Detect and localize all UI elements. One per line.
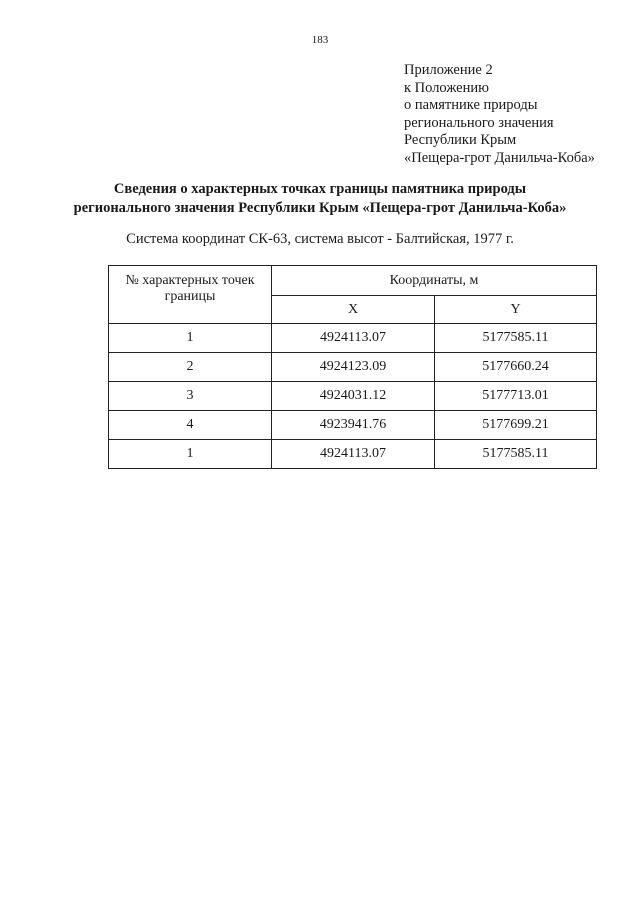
coord-y: 5177699.21 [435, 411, 597, 440]
table-row [109, 411, 597, 440]
point-number: 2 [109, 353, 272, 382]
point-number: 1 [109, 440, 272, 469]
appendix-reference [404, 62, 595, 168]
header-coordinates: Координаты, м [272, 266, 597, 296]
table-row [109, 382, 597, 411]
coord-y: 5177585.11 [435, 324, 597, 353]
appendix-line: Республики Крым [404, 132, 517, 149]
point-number: 3 [109, 382, 272, 411]
appendix-line: «Пещера-грот Данильча-Коба» [404, 149, 595, 166]
title-line: Сведения о характерных точках границы памятника природы [113, 181, 527, 197]
coord-x: 4924031.12 [272, 382, 435, 411]
table-header-row [109, 266, 597, 296]
document-title [0, 180, 640, 217]
coord-y: 5177585.11 [435, 440, 597, 469]
table-row [109, 324, 597, 353]
appendix-line: к Положению [404, 79, 489, 96]
table-row [109, 353, 597, 382]
coord-x: 4924113.07 [272, 324, 435, 353]
coord-x: 4924123.09 [272, 353, 435, 382]
title-line: регионального значения Республики Крым «Пещера-грот Данильча-Коба» [73, 199, 567, 216]
coordinate-system-note: Система координат СК-63, система высот - Балтийская, 1977 г. [126, 231, 514, 247]
point-number: 4 [109, 411, 272, 440]
coord-x: 4923941.76 [272, 411, 435, 440]
header-x: X [272, 296, 435, 324]
page-number: 183 [311, 34, 329, 46]
appendix-line: регионального значения [404, 114, 554, 131]
coord-y: 5177660.24 [435, 353, 597, 382]
table-row [109, 440, 597, 469]
appendix-line: Приложение 2 [404, 62, 493, 78]
header-y: Y [435, 296, 597, 324]
appendix-line: о памятнике природы [404, 97, 538, 114]
point-number: 1 [109, 324, 272, 353]
coord-y: 5177713.01 [435, 382, 597, 411]
header-point-number: № характерных точек границы [109, 266, 272, 324]
coordinates-table [108, 265, 597, 469]
coord-x: 4924113.07 [272, 440, 435, 469]
